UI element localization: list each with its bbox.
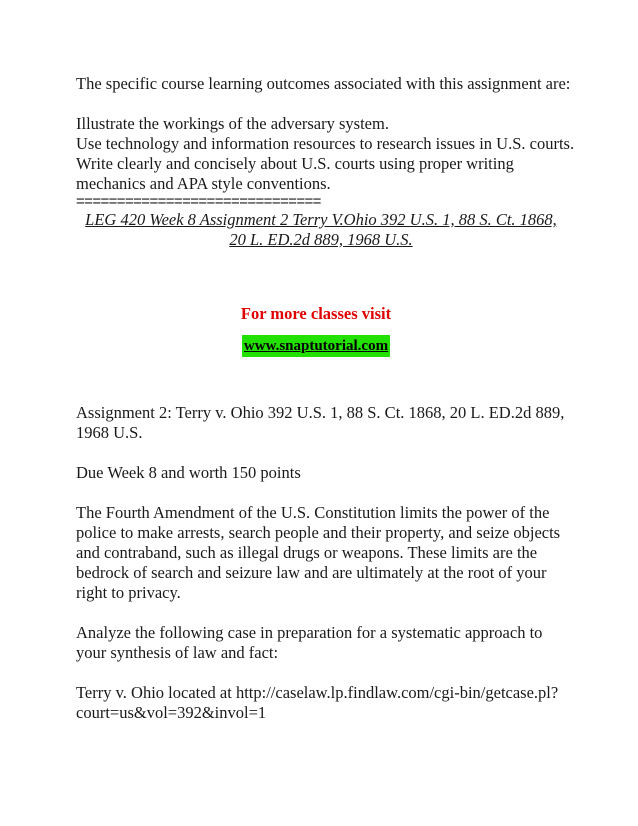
outcome-item-3: Write clearly and concisely about U.S. courts using proper writing mechanics and APA style conventions.	[76, 154, 514, 193]
due-text: Due Week 8 and worth 150 points	[76, 463, 301, 482]
promo-link[interactable]: www.snaptutorial.com	[242, 335, 390, 357]
assignment-heading: Assignment 2: Terry v. Ohio 392 U.S. 1, 88 S. Ct. 1868, 20 L. ED.2d 889, 1968 U.S.	[76, 403, 565, 442]
body-paragraph-1: The Fourth Amendment of the U.S. Constitution limits the power of the police to make arrests, search people and their property, and seize objects and contraband, such as illegal drugs or weapons. These limits are the bedrock of search and seizure law and are ultimately at the root of your right to privacy.	[76, 503, 561, 602]
promo-heading: For more classes visit	[240, 304, 392, 323]
outcome-item-2: Use technology and information resources to research issues in U.S. courts.	[76, 134, 575, 153]
outcome-item-1: Illustrate the workings of the adversary system.	[76, 114, 389, 133]
assignment-title-link-line-1[interactable]: LEG 420 Week 8 Assignment 2 Terry V.Ohio 392 U.S. 1, 88 S. Ct. 1868,	[85, 210, 557, 229]
promo-block	[76, 304, 556, 357]
document-page	[76, 74, 576, 723]
assignment-title-link-line-2[interactable]: 20 L. ED.2d 889, 1968 U.S.	[229, 230, 413, 249]
assignment-title-link[interactable]	[76, 210, 566, 250]
outcomes-heading: The specific course learning outcomes associated with this assignment are:	[76, 74, 571, 93]
case-link-text: Terry v. Ohio located at http://caselaw.lp.findlaw.com/cgi-bin/getcase.pl?court=us&vol=392&invol=1	[76, 683, 559, 722]
body-paragraph-2: Analyze the following case in preparation for a systematic approach to your synthesis of law and fact:	[76, 623, 543, 662]
separator-line: ==============================	[76, 194, 321, 210]
